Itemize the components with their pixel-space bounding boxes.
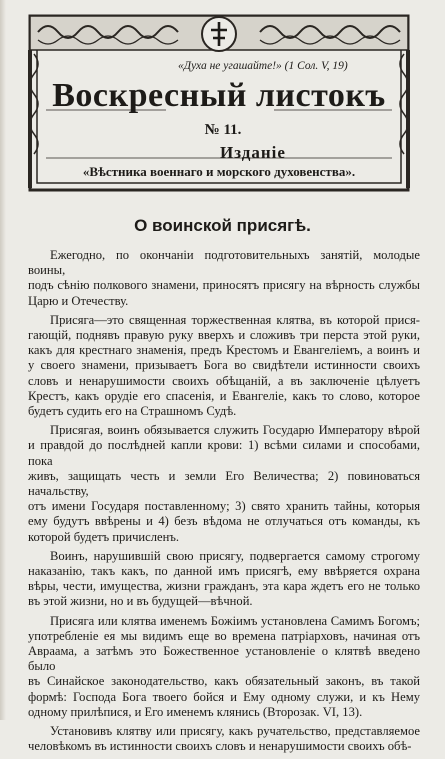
paragraph-line: Ежегодно, по окончаніи подготовительныхъ занятій, молодые воины, <box>28 248 420 278</box>
article-paragraph <box>28 248 420 309</box>
article-paragraph <box>28 313 420 419</box>
article-paragraph <box>28 423 420 545</box>
paragraph-line: ему будутъ ввѣрены и 4) безъ вѣдома не отлучаться отъ команды, къ <box>28 514 420 529</box>
article-body <box>28 248 420 759</box>
paragraph-line: вѣры, чести, имущества, жизни гражданъ, эта кара ждетъ его не только <box>28 579 420 594</box>
paragraph-line: гающій, поднявъ правую руку вверхъ и сложивъ три перста этой руки, <box>28 328 420 343</box>
paragraph-line: Авраама, а затѣмъ это Божественное установленіе о клятвѣ введено было <box>28 644 420 674</box>
paragraph-line: одному прилѣпися, и Его именемъ клянись (Второзак. VI, 13). <box>28 704 363 719</box>
paragraph-line: будетъ судить его на Страшномъ Судѣ. <box>28 404 237 419</box>
paragraph-line: Царю и Отечеству. <box>28 293 129 308</box>
paragraph-line: у своего знамени, призываетъ Бога во свидѣтели истинности своихъ <box>28 358 420 373</box>
article-paragraph <box>28 614 420 720</box>
article-paragraph <box>28 724 420 754</box>
paragraph-line: которой будетъ причисленъ. <box>28 529 180 544</box>
paragraph-line: Крестъ, какъ орудіе его спасенія, и Евангеліе, какъ то слово, которое <box>28 388 420 403</box>
edition-label: Изданіе <box>220 143 286 162</box>
newspaper-title: Воскресный листокъ <box>52 77 386 114</box>
paragraph-line: и правдой до послѣдней капли крови: 1) всѣми силами и способами, пока <box>28 438 420 468</box>
publisher-name: «Вѣстника военнаго и морского духовенства». <box>82 164 356 179</box>
paragraph-line: человѣкомъ въ истинности своихъ словъ и ненарушимости своихъ обѣ- <box>28 739 412 754</box>
masthead <box>28 14 410 192</box>
paragraph-line: Присяга или клятва именемъ Божіимъ установлена Самимъ Богомъ; <box>50 613 420 628</box>
paragraph-line: какъ для крестнаго знаменія, предъ Крестомъ и Евангеліемъ, а воинъ и <box>28 343 420 358</box>
article-title: О воинской присягѣ. <box>134 216 311 235</box>
paragraph-line: словъ и ненарушимости своихъ обѣщаній, а въ заключеніе цѣлуетъ <box>28 373 420 388</box>
paragraph-line: въ этой жизни, но и въ будущей—вѣчной. <box>28 594 253 609</box>
issue-number: № 11. <box>204 122 242 138</box>
paragraph-line: подъ сѣнію полкового знамени, приносятъ присягу на вѣрность службы <box>28 278 420 293</box>
paragraph-line: Присягая, воинъ обязывается служить Государю Императору вѣрой <box>50 423 420 438</box>
article-paragraph <box>28 549 420 610</box>
paragraph-line: живъ, защищать честь и земли Его Величества; 2) повиноваться начальству, <box>28 468 420 499</box>
paragraph-line: Установивъ клятву или присягу, какъ ручательство, представляемое <box>50 724 420 739</box>
paragraph-line: Воинъ, нарушившій свою присягу, подвергается самому строгому <box>50 548 420 563</box>
paragraph-line: Присяга—это священная торжественная клятва, въ которой прися- <box>50 312 420 327</box>
paragraph-line: въ Синайское законодательство, какъ обязательный законъ, въ такой <box>28 674 420 689</box>
masthead-motto: «Духа не угашайте!» (1 Сол. V, 19) <box>178 60 348 72</box>
paragraph-line: формѣ: Господа Бога твоего бойся и Ему одному служи, и къ Нему <box>28 689 420 704</box>
paragraph-line: употребленіе ея мы видимъ еще во времена патріарховъ, начиная отъ <box>28 628 420 643</box>
paragraph-line: наказанію, такъ какъ, по данной имъ присягѣ, ему ввѣряется охрана <box>28 564 420 579</box>
page-fold-shadow <box>0 0 6 720</box>
paragraph-line: отъ имени Государя поставленному; 3) свято хранить тайны, которыя <box>28 499 420 514</box>
